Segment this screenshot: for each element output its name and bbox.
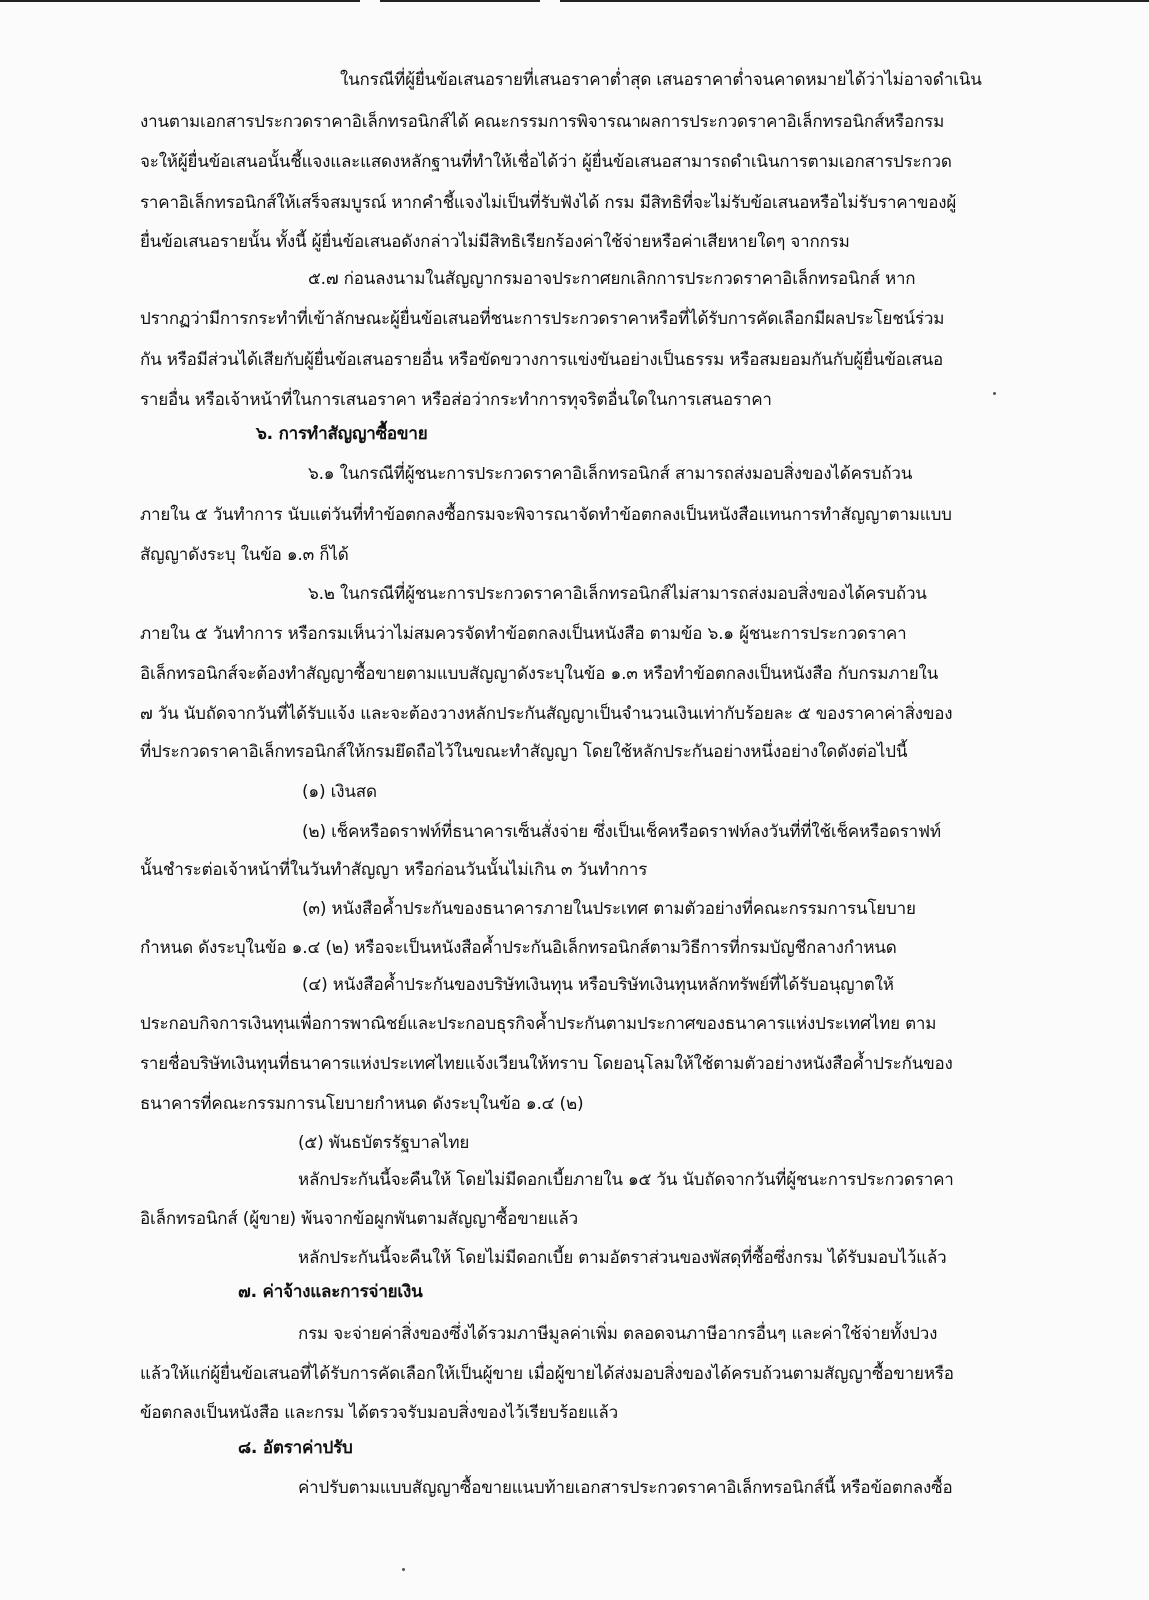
paragraph-line: ยื่นข้อเสนอรายนั้น ทั้งนี้ ผู้ยื่นข้อเสนอดังกล่าวไม่มีสิทธิเรียกร้องค่าใช้จ่ายหรือค่าเสียหายใดๆ จากกรม [140,232,850,252]
paragraph-line: ที่ประกวดราคาอิเล็กทรอนิกส์ให้กรมยึดถือไว้ในขณะทำสัญญา โดยใช้หลักประกันอย่างหนึ่งอย่างใดดังต่อไปนี้ [140,742,908,762]
paragraph-line: ภายใน ๕ วันทำการ หรือกรมเห็นว่าไม่สมควรจัดทำข้อตกลงเป็นหนังสือ ตามข้อ ๖.๑ ผู้ชนะการประกวดราคา [140,624,907,644]
paragraph-line: ธนาคารที่คณะกรรมการนโยบายกำหนด ดังระบุในข้อ ๑.๔ (๒) [140,1094,584,1114]
paragraph-line: ค่าปรับตามแบบสัญญาซื้อขายแนบท้ายเอกสารประกวดราคาอิเล็กทรอนิกส์นี้ หรือข้อตกลงซื้อ [298,1478,953,1498]
list-item-line: (๓) หนังสือค้ำประกันของธนาคารภายในประเทศ ตามตัวอย่างที่คณะกรรมการนโยบาย [302,899,916,919]
paragraph-line: ประกอบกิจการเงินทุนเพื่อการพาณิชย์และประกอบธุรกิจค้ำประกันตามประกาศของธนาคารแห่งประเทศไทย ตาม [140,1014,937,1034]
section-heading: ๗. ค่าจ้างและการจ่ายเงิน [238,1282,423,1302]
paragraph-line: แล้วให้แก่ผู้ยื่นข้อเสนอที่ได้รับการคัดเลือกให้เป็นผู้ขาย เมื่อผู้ขายได้ส่งมอบสิ่งของได้ครบถ้วนตามสัญญาซื้อขายหรือ [140,1364,954,1384]
list-item-line: (๔) หนังสือค้ำประกันของบริษัทเงินทุน หรือบริษัทเงินทุนหลักทรัพย์ที่ได้รับอนุญาตให้ [302,975,894,995]
scan-edge-mark [0,0,360,2]
paragraph-line: หลักประกันนี้จะคืนให้ โดยไม่มีดอกเบี้ย ตามอัตราส่วนของพัสดุที่ซื้อซึ่งกรม ได้รับมอบไว้แล้ว [298,1248,947,1268]
paragraph-line: ปรากฏว่ามีการกระทำที่เข้าลักษณะผู้ยื่นข้อเสนอที่ชนะการประกวดราคาหรือที่ได้รับการคัดเลือกมีผลประโยชน์ร่วม [140,309,945,329]
section-heading: ๖. การทำสัญญาซื้อขาย [256,424,428,444]
paragraph-line: กำหนด ดังระบุในข้อ ๑.๔ (๒) หรือจะเป็นหนังสือค้ำประกันอิเล็กทรอนิกส์ตามวิธีการที่กรมบัญชีกลางกำหนด [140,938,897,958]
paragraph-line: กรม จะจ่ายค่าสิ่งของซึ่งได้รวมภาษีมูลค่าเพิ่ม ตลอดจนภาษีอากรอื่นๆ และค่าใช้จ่ายทั้งปวง [298,1324,938,1344]
paragraph-line: สัญญาดังระบุ ในข้อ ๑.๓ ก็ได้ [140,545,349,565]
list-item-line: (๑) เงินสด [302,782,377,802]
paragraph-line: ข้อตกลงเป็นหนังสือ และกรม ได้ตรวจรับมอบสิ่งของไว้เรียบร้อยแล้ว [140,1403,618,1423]
paragraph-line: ราคาอิเล็กทรอนิกส์ให้เสร็จสมบูรณ์ หากคำชี้แจงไม่เป็นที่รับฟังได้ กรม มีสิทธิที่จะไม่รับข้อเสนอหรือไม่รับราคาของผู้ [140,193,957,213]
paragraph-line: ๕.๗ ก่อนลงนามในสัญญากรมอาจประกาศยกเลิกการประกวดราคาอิเล็กทรอนิกส์ หาก [308,269,916,289]
paragraph-line: รายอื่น หรือเจ้าหน้าที่ในการเสนอราคา หรือส่อว่ากระทำการทุจริตอื่นใดในการเสนอราคา [140,390,772,410]
paragraph-line: ๖.๒ ในกรณีที่ผู้ชนะการประกวดราคาอิเล็กทรอนิกส์ไม่สามารถส่งมอบสิ่งของได้ครบถ้วน [308,584,927,604]
section-heading: ๘. อัตราค่าปรับ [238,1438,353,1458]
paragraph-line: นั้นชำระต่อเจ้าหน้าที่ในวันทำสัญญา หรือก่อนวันนั้นไม่เกิน ๓ วันทำการ [140,860,648,880]
paragraph-line: ในกรณีที่ผู้ยื่นข้อเสนอรายที่เสนอราคาต่ำสุด เสนอราคาต่ำจนคาดหมายได้ว่าไม่อาจดำเนิน [340,70,982,90]
paragraph-line: งานตามเอกสารประกวดราคาอิเล็กทรอนิกส์ได้ คณะกรรมการพิจารณาผลการประกวดราคาอิเล็กทรอนิกส์หรือกรม [140,112,945,132]
paragraph-line: ๗ วัน นับถัดจากวันที่ได้รับแจ้ง และจะต้องวางหลักประกันสัญญาเป็นจำนวนเงินเท่ากับร้อยละ ๕ ของราคาค่าสิ่งของ [140,704,953,724]
list-item-line: (๒) เช็คหรือดราฟท์ที่ธนาคารเซ็นสั่งจ่าย ซึ่งเป็นเช็คหรือดราฟท์ลงวันที่ที่ใช้เช็คหรือดราฟท์ [302,822,941,842]
paragraph-line: หลักประกันนี้จะคืนให้ โดยไม่มีดอกเบี้ยภายใน ๑๕ วัน นับถัดจากวันที่ผู้ชนะการประกวดราคา [298,1170,954,1190]
paragraph-line: ๖.๑ ในกรณีที่ผู้ชนะการประกวดราคาอิเล็กทรอนิกส์ สามารถส่งมอบสิ่งของได้ครบถ้วน [308,464,913,484]
paragraph-line: กัน หรือมีส่วนได้เสียกับผู้ยื่นข้อเสนอรายอื่น หรือขัดขวางการแข่งขันอย่างเป็นธรรม หรือสมยอมกันกับผู้ยื่นข้อเสนอ [140,350,943,370]
paragraph-line: รายชื่อบริษัทเงินทุนที่ธนาคารแห่งประเทศไทยแจ้งเวียนให้ทราบ โดยอนุโลมให้ใช้ตามตัวอย่างหนังสือค้ำประกันของ [140,1054,953,1074]
list-item-line: (๕) พันธบัตรรัฐบาลไทย [298,1133,470,1153]
paragraph-line: อิเล็กทรอนิกส์ (ผู้ขาย) พ้นจากข้อผูกพันตามสัญญาซื้อขายแล้ว [140,1209,578,1229]
scan-edge-mark [380,0,540,2]
paragraph-line: อิเล็กทรอนิกส์จะต้องทำสัญญาซื้อขายตามแบบสัญญาดังระบุในข้อ ๑.๓ หรือทำข้อตกลงเป็นหนังสือ กับกรมภายใน [140,664,938,684]
paragraph-line: ภายใน ๕ วันทำการ นับแต่วันที่ทำข้อตกลงซื้อกรมจะพิจารณาจัดทำข้อตกลงเป็นหนังสือแทนการทำสัญญาตามแบบ [140,505,952,525]
scan-speck [993,392,996,395]
paragraph-line: จะให้ผู้ยื่นข้อเสนอนั้นชี้แจงและแสดงหลักฐานที่ทำให้เชื่อได้ว่า ผู้ยื่นข้อเสนอสามารถดำเนินการตามเอกสารประกวด [140,152,952,172]
scan-edge-mark [560,0,1149,2]
scan-speck [402,1568,405,1571]
